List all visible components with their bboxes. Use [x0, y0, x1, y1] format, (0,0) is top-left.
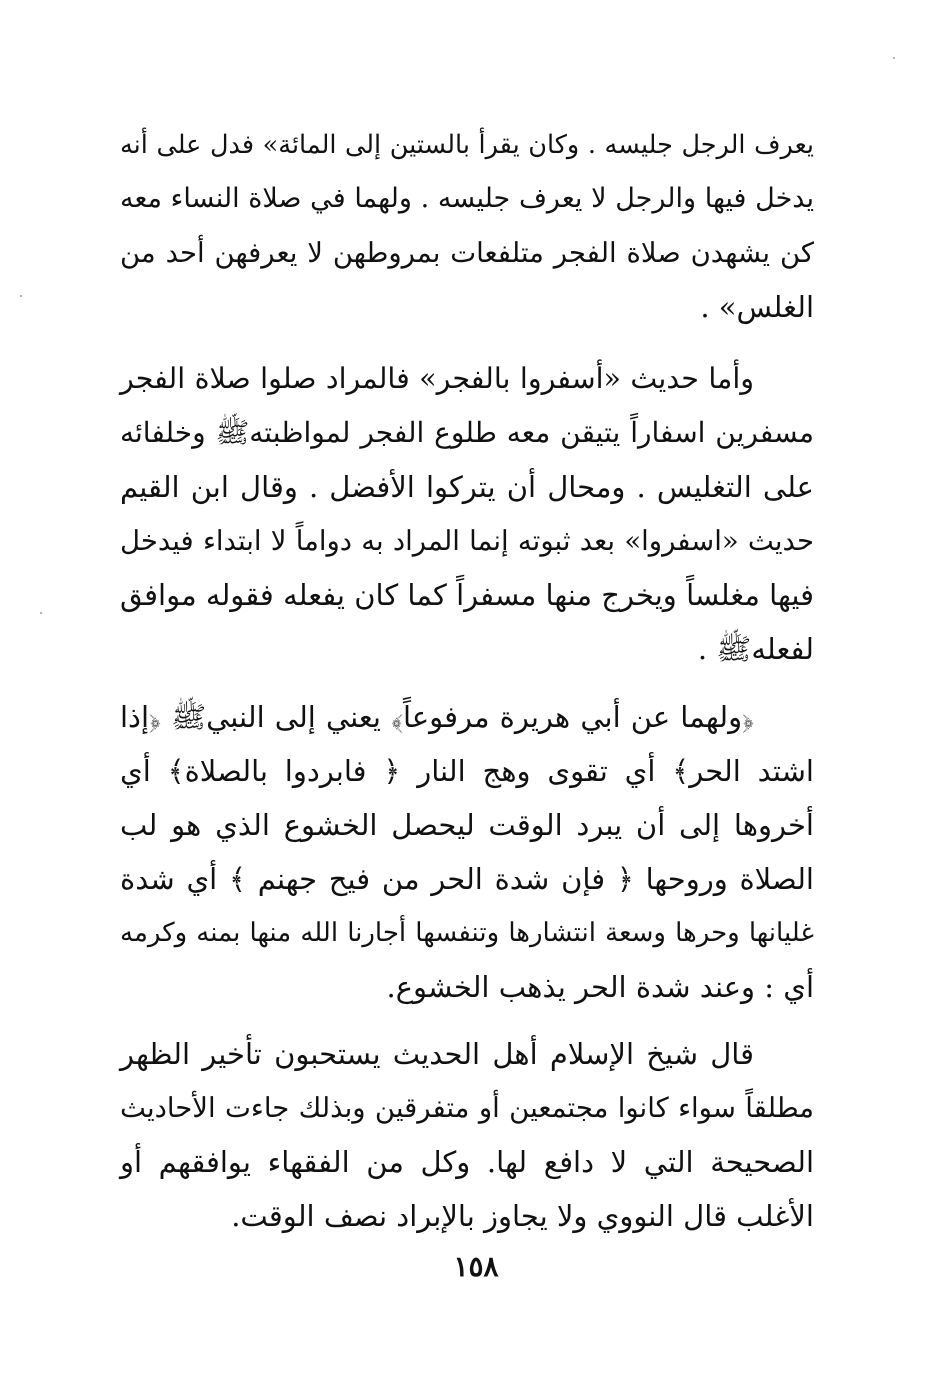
text-line: يدخل فيها والرجل لا يعرف جليسه . ولهما في صلاة النساء معه	[120, 183, 814, 214]
text-line: مطلقاً سواء كانوا مجتمعين أو متفرقين وبذلك جاءت الأحاديث	[120, 1092, 814, 1124]
page-number: ١٥٨	[453, 1250, 499, 1283]
margin-speck	[893, 57, 895, 59]
paragraph-1	[120, 118, 814, 334]
text-line: قال شيخ الإسلام أهل الحديث يستحبون تأخير الظهر	[120, 1037, 754, 1071]
paragraph-4	[120, 1027, 814, 1243]
text-line: الغلس» .	[700, 290, 814, 324]
text-line: على التغليس . ومحال أن يتركوا الأفضل . وقال ابن القيم	[120, 470, 814, 504]
text-line: أخروها إلى أن يبرد الوقت ليحصل الخشوع الذي هو لب	[120, 808, 814, 842]
text-line: اشتد الحر﴾ أي تقوى وهج النار ﴿ فابردوا بالصلاة﴾ أي	[120, 754, 814, 788]
text-line: أي : وعند شدة الحر يذهب الخشوع.	[386, 970, 814, 1004]
text-line: كن يشهدن صلاة الفجر متلفعات بمروطهن لا يعرفهن أحد من	[120, 237, 814, 269]
text-line: يعرف الرجل جليسه . وكان يقرأ بالستين إلى المائة» فدل على أنه	[120, 130, 814, 160]
text-line: وأما حديث «أسفروا بالفجر» فالمراد صلوا صلاة الفجر	[120, 362, 754, 395]
text-line: الأغلب قال النووي ولا يجاوز بالإبراد نصف الوقت.	[231, 1199, 814, 1233]
text-line: مسفرين اسفاراً يتيقن معه طلوع الفجر لمواظبتهﷺ وخلفائه	[120, 416, 814, 449]
text-line: لفعلهﷺ .	[697, 632, 814, 666]
text-line: فيها مغلساً ويخرج منها مسفراً كما كان يفعله فقوله موافق	[120, 578, 814, 612]
margin-speck	[40, 612, 42, 614]
paragraph-2	[120, 352, 814, 676]
text-line: غليانها وحرها وسعة انتشارها وتنفسها أجارنا الله منها بمنه وكرمه	[120, 918, 814, 948]
text-line: الصلاة وروحها ﴿ فإن شدة الحر من فيح جهنم ﴾ أي شدة	[120, 862, 814, 896]
text-line: ﴿ولهما عن أبي هريرة مرفوعاً﴾ يعني إلى النبيﷺ ﴿إذا	[120, 700, 754, 734]
paragraph-3	[120, 690, 814, 1014]
text-line: الصحيحة التي لا دافع لها. وكل من الفقهاء يوافقهم أو	[120, 1145, 814, 1179]
margin-speck	[20, 295, 22, 297]
text-line: حديث «اسفروا» بعد ثبوته إنما المراد به دواماً لا ابتداء فيدخل	[120, 525, 814, 557]
